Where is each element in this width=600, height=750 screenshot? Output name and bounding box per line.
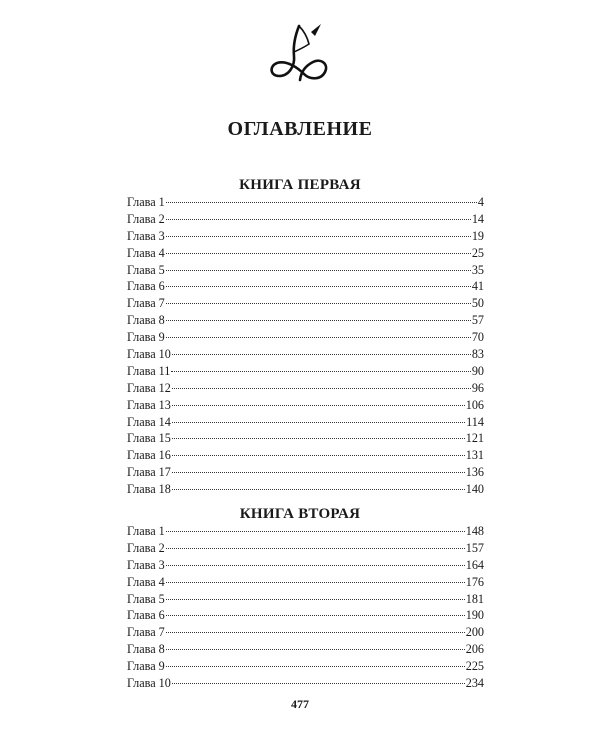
toc-entry-page: 35	[471, 262, 484, 277]
toc-entry-page: 14	[471, 211, 484, 226]
book-two-heading: КНИГА ВТОРАЯ	[239, 506, 361, 522]
dot-leader	[172, 422, 465, 423]
toc-title: ОГЛАВЛЕНИЕ	[227, 118, 373, 140]
dot-leader	[172, 683, 465, 684]
dot-leader	[166, 219, 471, 220]
dot-leader	[172, 438, 465, 439]
dot-leader	[166, 599, 465, 600]
dot-leader	[166, 632, 465, 633]
toc-entry-page: 225	[465, 659, 484, 674]
toc-entry-page: 114	[466, 414, 484, 429]
dot-leader	[172, 388, 471, 389]
toc-entry	[127, 380, 484, 397]
dot-leader	[166, 236, 471, 237]
toc-entry-label: Глава 8	[127, 313, 165, 328]
book-one-heading: КНИГА ПЕРВАЯ	[239, 177, 361, 193]
calligraphic-flourish-icon	[265, 22, 339, 86]
toc-entry-page: 181	[465, 591, 484, 606]
toc-entry	[127, 675, 484, 692]
toc-entry-label: Глава 7	[127, 625, 165, 640]
toc-entry-page: 136	[465, 465, 484, 480]
dot-leader	[171, 371, 470, 372]
toc-entry-label: Глава 9	[127, 330, 165, 345]
toc-entry-label: Глава 4	[127, 574, 165, 589]
toc-entry-page: 90	[471, 363, 484, 378]
toc-entry-page: 157	[465, 540, 484, 555]
toc-entry	[127, 414, 484, 431]
toc-entry-page: 190	[465, 608, 484, 623]
toc-entry	[127, 641, 484, 658]
dot-leader	[166, 253, 471, 254]
toc-entry-page: 140	[465, 482, 484, 497]
toc-entry-label: Глава 18	[127, 482, 171, 497]
toc-entry-label: Глава 5	[127, 591, 165, 606]
toc-entry	[127, 540, 484, 557]
toc-entry-page: 41	[471, 279, 484, 294]
toc-entry	[127, 346, 484, 363]
toc-entry-page: 131	[465, 448, 484, 463]
toc-entry	[127, 658, 484, 675]
dot-leader	[166, 548, 465, 549]
toc-entry-page: 96	[471, 380, 484, 395]
toc-entry	[127, 447, 484, 464]
toc-entry-label: Глава 4	[127, 245, 165, 260]
page-number: 477	[291, 697, 309, 711]
toc-entry-label: Глава 2	[127, 211, 165, 226]
toc-entry	[127, 278, 484, 295]
toc-entry-label: Глава 8	[127, 642, 165, 657]
toc-entry-label: Глава 11	[127, 363, 171, 378]
toc-entry	[127, 228, 484, 245]
toc-entry-page: 121	[465, 431, 484, 446]
toc-entry	[127, 557, 484, 574]
toc-entry-page: 206	[465, 642, 484, 657]
toc-entry-page: 25	[471, 245, 484, 260]
toc-entry-page: 106	[465, 397, 484, 412]
toc-entry-page: 164	[465, 557, 484, 572]
toc-entry-label: Глава 15	[127, 431, 171, 446]
dot-leader	[166, 320, 471, 321]
toc-entry-page: 234	[465, 676, 484, 691]
toc-entry-page: 176	[465, 574, 484, 589]
toc-entry-label: Глава 3	[127, 557, 165, 572]
toc-entry-label: Глава 6	[127, 608, 165, 623]
book-two-toc	[127, 523, 484, 692]
toc-entry	[127, 481, 484, 498]
toc-entry-label: Глава 5	[127, 262, 165, 277]
toc-entry-label: Глава 12	[127, 380, 171, 395]
toc-entry	[127, 262, 484, 279]
toc-entry	[127, 624, 484, 641]
toc-entry-page: 19	[471, 228, 484, 243]
toc-entry	[127, 329, 484, 346]
toc-entry-label: Глава 6	[127, 279, 165, 294]
toc-entry-label: Глава 1	[127, 195, 165, 209]
book-one-toc	[127, 194, 484, 498]
toc-entry-page: 148	[465, 524, 484, 538]
toc-entry	[127, 245, 484, 262]
toc-entry	[127, 574, 484, 591]
dot-leader	[172, 472, 465, 473]
toc-entry	[127, 523, 484, 540]
dot-leader	[166, 531, 465, 532]
dot-leader	[172, 455, 465, 456]
toc-entry	[127, 464, 484, 481]
toc-entry-page: 200	[465, 625, 484, 640]
toc-entry	[127, 363, 484, 380]
toc-entry-page: 4	[477, 195, 484, 209]
toc-entry-label: Глава 2	[127, 540, 165, 555]
toc-entry	[127, 194, 484, 211]
dot-leader	[172, 489, 465, 490]
dot-leader	[166, 582, 465, 583]
toc-entry	[127, 607, 484, 624]
toc-entry-label: Глава 7	[127, 296, 165, 311]
dot-leader	[166, 337, 471, 338]
dot-leader	[166, 270, 471, 271]
toc-entry-label: Глава 3	[127, 228, 165, 243]
toc-entry-page: 57	[471, 313, 484, 328]
toc-entry	[127, 591, 484, 608]
toc-entry-label: Глава 10	[127, 676, 171, 691]
toc-entry-label: Глава 1	[127, 524, 165, 538]
toc-entry	[127, 211, 484, 228]
toc-entry-page: 50	[471, 296, 484, 311]
toc-entry-page: 83	[471, 347, 484, 362]
toc-entry	[127, 397, 484, 414]
toc-entry-label: Глава 13	[127, 397, 171, 412]
dot-leader	[166, 286, 471, 287]
toc-entry-page: 70	[471, 330, 484, 345]
dot-leader	[166, 666, 465, 667]
toc-entry-label: Глава 17	[127, 465, 171, 480]
dot-leader	[172, 354, 471, 355]
toc-entry	[127, 312, 484, 329]
toc-entry-label: Глава 9	[127, 659, 165, 674]
toc-entry	[127, 430, 484, 447]
dot-leader	[172, 405, 465, 406]
dot-leader	[166, 303, 471, 304]
toc-entry-label: Глава 10	[127, 347, 171, 362]
dot-leader	[166, 615, 465, 616]
dot-leader	[166, 565, 465, 566]
dot-leader	[166, 202, 477, 203]
toc-entry-label: Глава 14	[127, 414, 171, 429]
dot-leader	[166, 649, 465, 650]
toc-entry	[127, 295, 484, 312]
toc-entry-label: Глава 16	[127, 448, 171, 463]
